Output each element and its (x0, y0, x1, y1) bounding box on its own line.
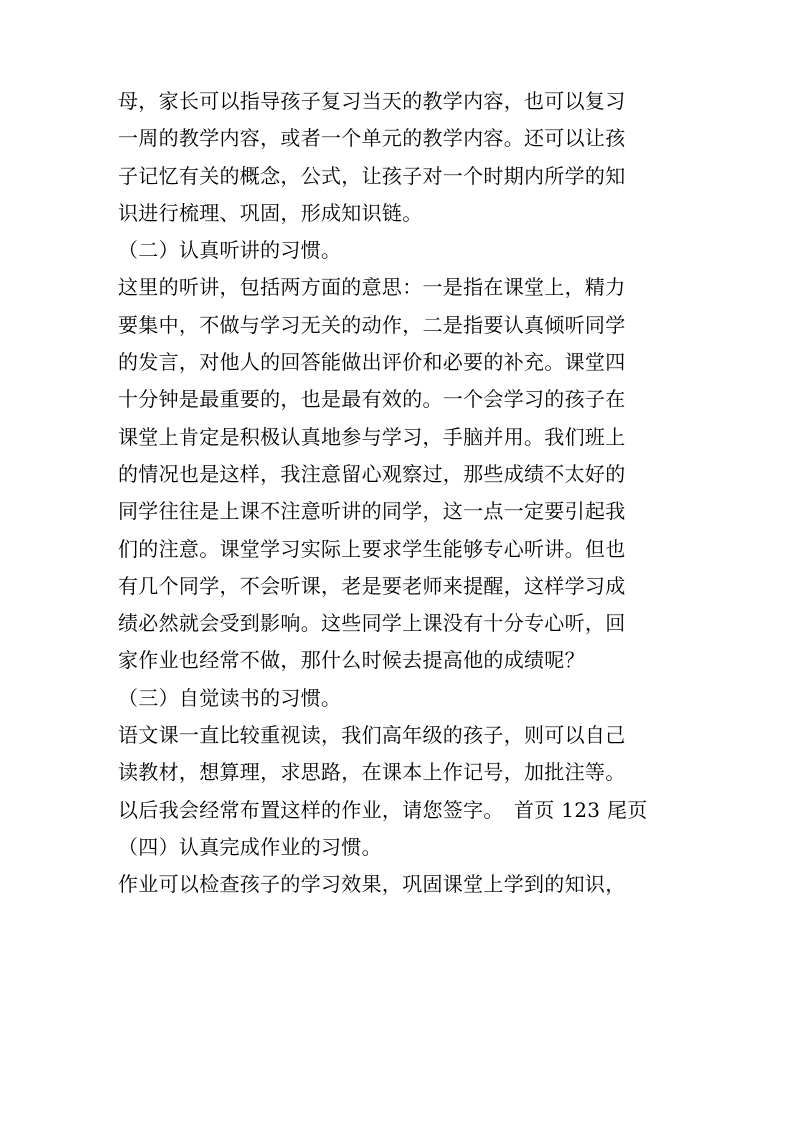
text-line: 子记忆有关的概念，公式，让孩子对一个时期内所学的知 (118, 163, 626, 188)
section-heading: （四）认真完成作业的习惯。 (118, 834, 382, 859)
text-line: 要集中，不做与学习无关的动作，二是指要认真倾听同学 (118, 312, 626, 337)
text-line: 有几个同学，不会听课，老是要老师来提醒，这样学习成 (118, 573, 626, 598)
text-line: 十分钟是最重要的，也是最有效的。一个会学习的孩子在 (118, 387, 626, 412)
text-line: 语文课一直比较重视读，我们高年级的孩子，则可以自己 (118, 723, 626, 748)
text-line: 的情况也是这样，我注意留心观察过，那些成绩不太好的 (118, 461, 626, 486)
text-line: 读教材，想算理，求思路，在课本上作记号，加批注等。 (118, 760, 626, 785)
text-line: 作业可以检查孩子的学习效果，巩固课堂上学到的知识， (118, 872, 626, 897)
text-line: 以后我会经常布置这样的作业，请您签字。 首页 123 尾页 (118, 797, 648, 822)
body-text (118, 83, 688, 904)
text-line: 同学往往是上课不注意听讲的同学，这一点一定要引起我 (118, 499, 626, 524)
section-heading: （二）认真听讲的习惯。 (118, 238, 342, 263)
text-line: 识进行梳理、巩固，形成知识链。 (118, 200, 423, 225)
text-line: 课堂上肯定是积极认真地参与学习，手脑并用。我们班上 (118, 424, 626, 449)
text-line: 母，家长可以指导孩子复习当天的教学内容，也可以复习 (118, 89, 626, 113)
text-line: 绩必然就会受到影响。这些同学上课没有十分专心听，回 (118, 611, 626, 636)
text-line: 一周的教学内容，或者一个单元的教学内容。还可以让孩 (118, 126, 626, 151)
text-line: 们的注意。课堂学习实际上要求学生能够专心听讲。但也 (118, 536, 626, 561)
text-line: 家作业也经常不做，那什么时候去提高他的成绩呢？ (118, 648, 585, 673)
text-line: 的发言，对他人的回答能做出评价和必要的补充。课堂四 (118, 350, 626, 375)
section-heading: （三）自觉读书的习惯。 (118, 685, 342, 710)
text-line: 这里的听讲，包括两方面的意思：一是指在课堂上，精力 (118, 275, 626, 300)
